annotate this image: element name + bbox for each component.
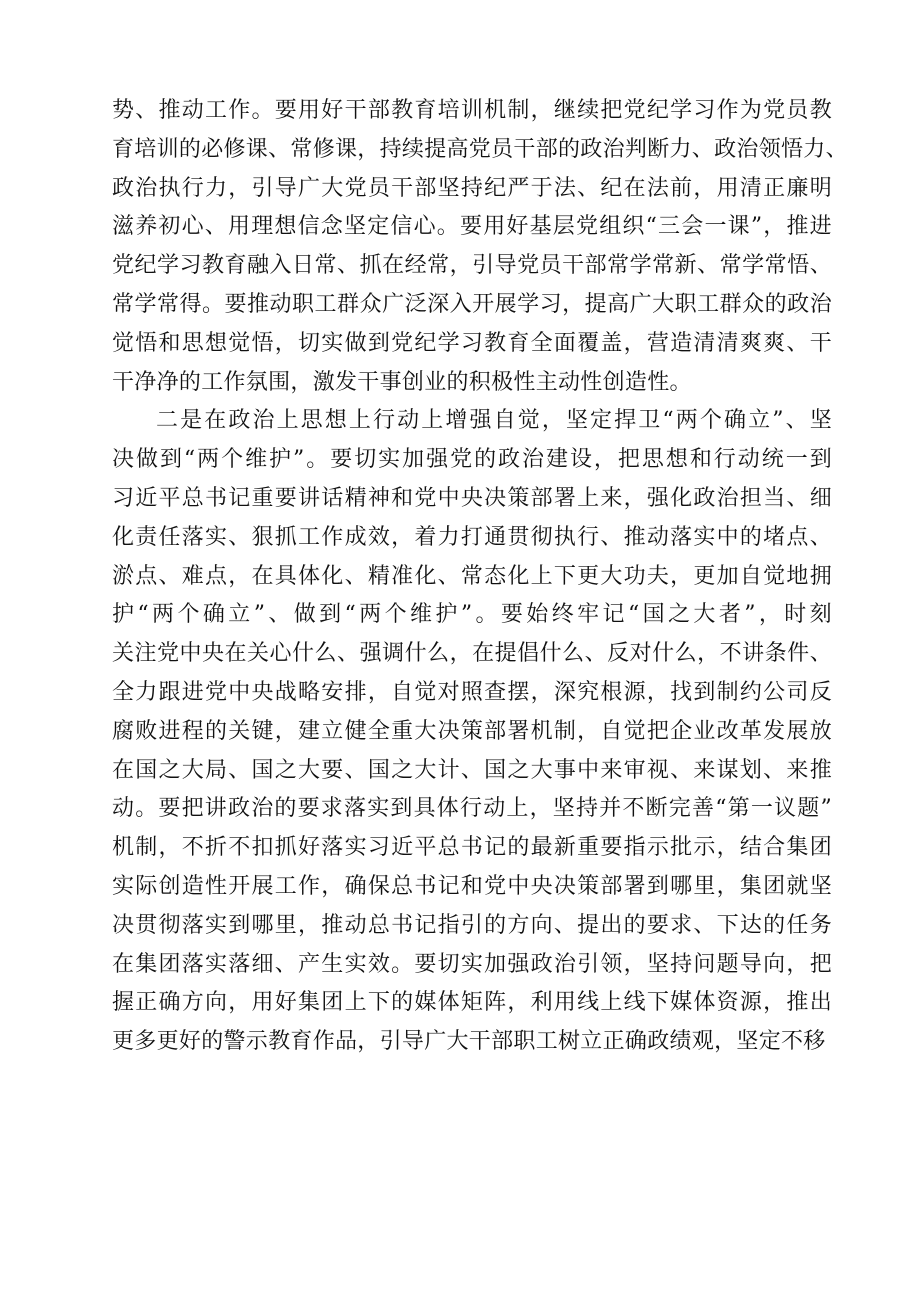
text-line: 常学常得。要推动职工群众广泛深入开展学习，提高广大职工群众的政治 [112, 291, 832, 317]
paragraph-1 [112, 92, 848, 402]
text-line: 干净净的工作氛围，激发干事创业的积极性主动性创造性。 [112, 369, 692, 395]
text-line: 在集团落实落细、产生实效。要切实加强政治引领，坚持问题导向，把 [112, 951, 832, 977]
text-line: 政治执行力，引导广大党员干部坚持纪严于法、纪在法前，用清正廉明 [112, 175, 832, 201]
text-line: 机制，不折不扣抓好落实习近平总书记的最新重要指示批示，结合集团 [112, 835, 832, 861]
text-line: 护“两个确立”、做到“两个维护”。要始终牢记“国之大者”，时刻 [112, 602, 832, 628]
document-page [112, 92, 848, 1062]
text-line: 决贯彻落实到哪里，推动总书记指引的方向、提出的要求、下达的任务 [112, 912, 832, 938]
text-line: 动。要把讲政治的要求落实到具体行动上，坚持并不断完善“第一议题” [112, 796, 832, 822]
text-line: 更多更好的警示教育作品，引导广大干部职工树立正确政绩观，坚定不移 [112, 1029, 826, 1055]
text-line: 全力跟进党中央战略安排，自觉对照查摆，深究根源，找到制约公司反 [112, 679, 832, 705]
text-line: 腐败进程的关键，建立健全重大决策部署机制，自觉把企业改革发展放 [112, 718, 832, 744]
text-line: 觉悟和思想觉悟，切实做到党纪学习教育全面覆盖，营造清清爽爽、干 [112, 330, 832, 356]
text-line: 党纪学习教育融入日常、抓在经常，引导党员干部常学常新、常学常悟、 [112, 253, 832, 279]
text-line: 化责任落实、狠抓工作成效，着力打通贯彻执行、推动落实中的堵点、 [112, 524, 832, 550]
text-line: 在国之大局、国之大要、国之大计、国之大事中来审视、来谋划、来推 [112, 757, 832, 783]
paragraph-2 [112, 402, 832, 1062]
text-line: 实际创造性开展工作，确保总书记和党中央决策部署到哪里，集团就坚 [112, 873, 832, 899]
text-line: 势、推动工作。要用好干部教育培训机制，继续把党纪学习作为党员教 [112, 98, 832, 123]
text-line: 滋养初心、用理想信念坚定信心。要用好基层党组织“三会一课”，推进 [112, 214, 832, 240]
text-line: 育培训的必修课、常修课，持续提高党员干部的政治判断力、政治领悟力、 [112, 136, 848, 162]
text-line: 关注党中央在关心什么、强调什么，在提倡什么、反对什么，不讲条件、 [112, 641, 832, 667]
text-line: 决做到“两个维护”。要切实加强党的政治建设，把思想和行动统一到 [112, 447, 832, 473]
text-line: 淤点、难点，在具体化、精准化、常态化上下更大功夫，更加自觉地拥 [112, 563, 832, 589]
text-line: 习近平总书记重要讲话精神和党中央决策部署上来，强化政治担当、细 [112, 485, 832, 511]
text-line: 握正确方向，用好集团上下的媒体矩阵，利用线上线下媒体资源，推出 [112, 990, 832, 1016]
text-line: 二是在政治上思想上行动上增强自觉，坚定捍卫“两个确立”、坚 [156, 408, 832, 434]
